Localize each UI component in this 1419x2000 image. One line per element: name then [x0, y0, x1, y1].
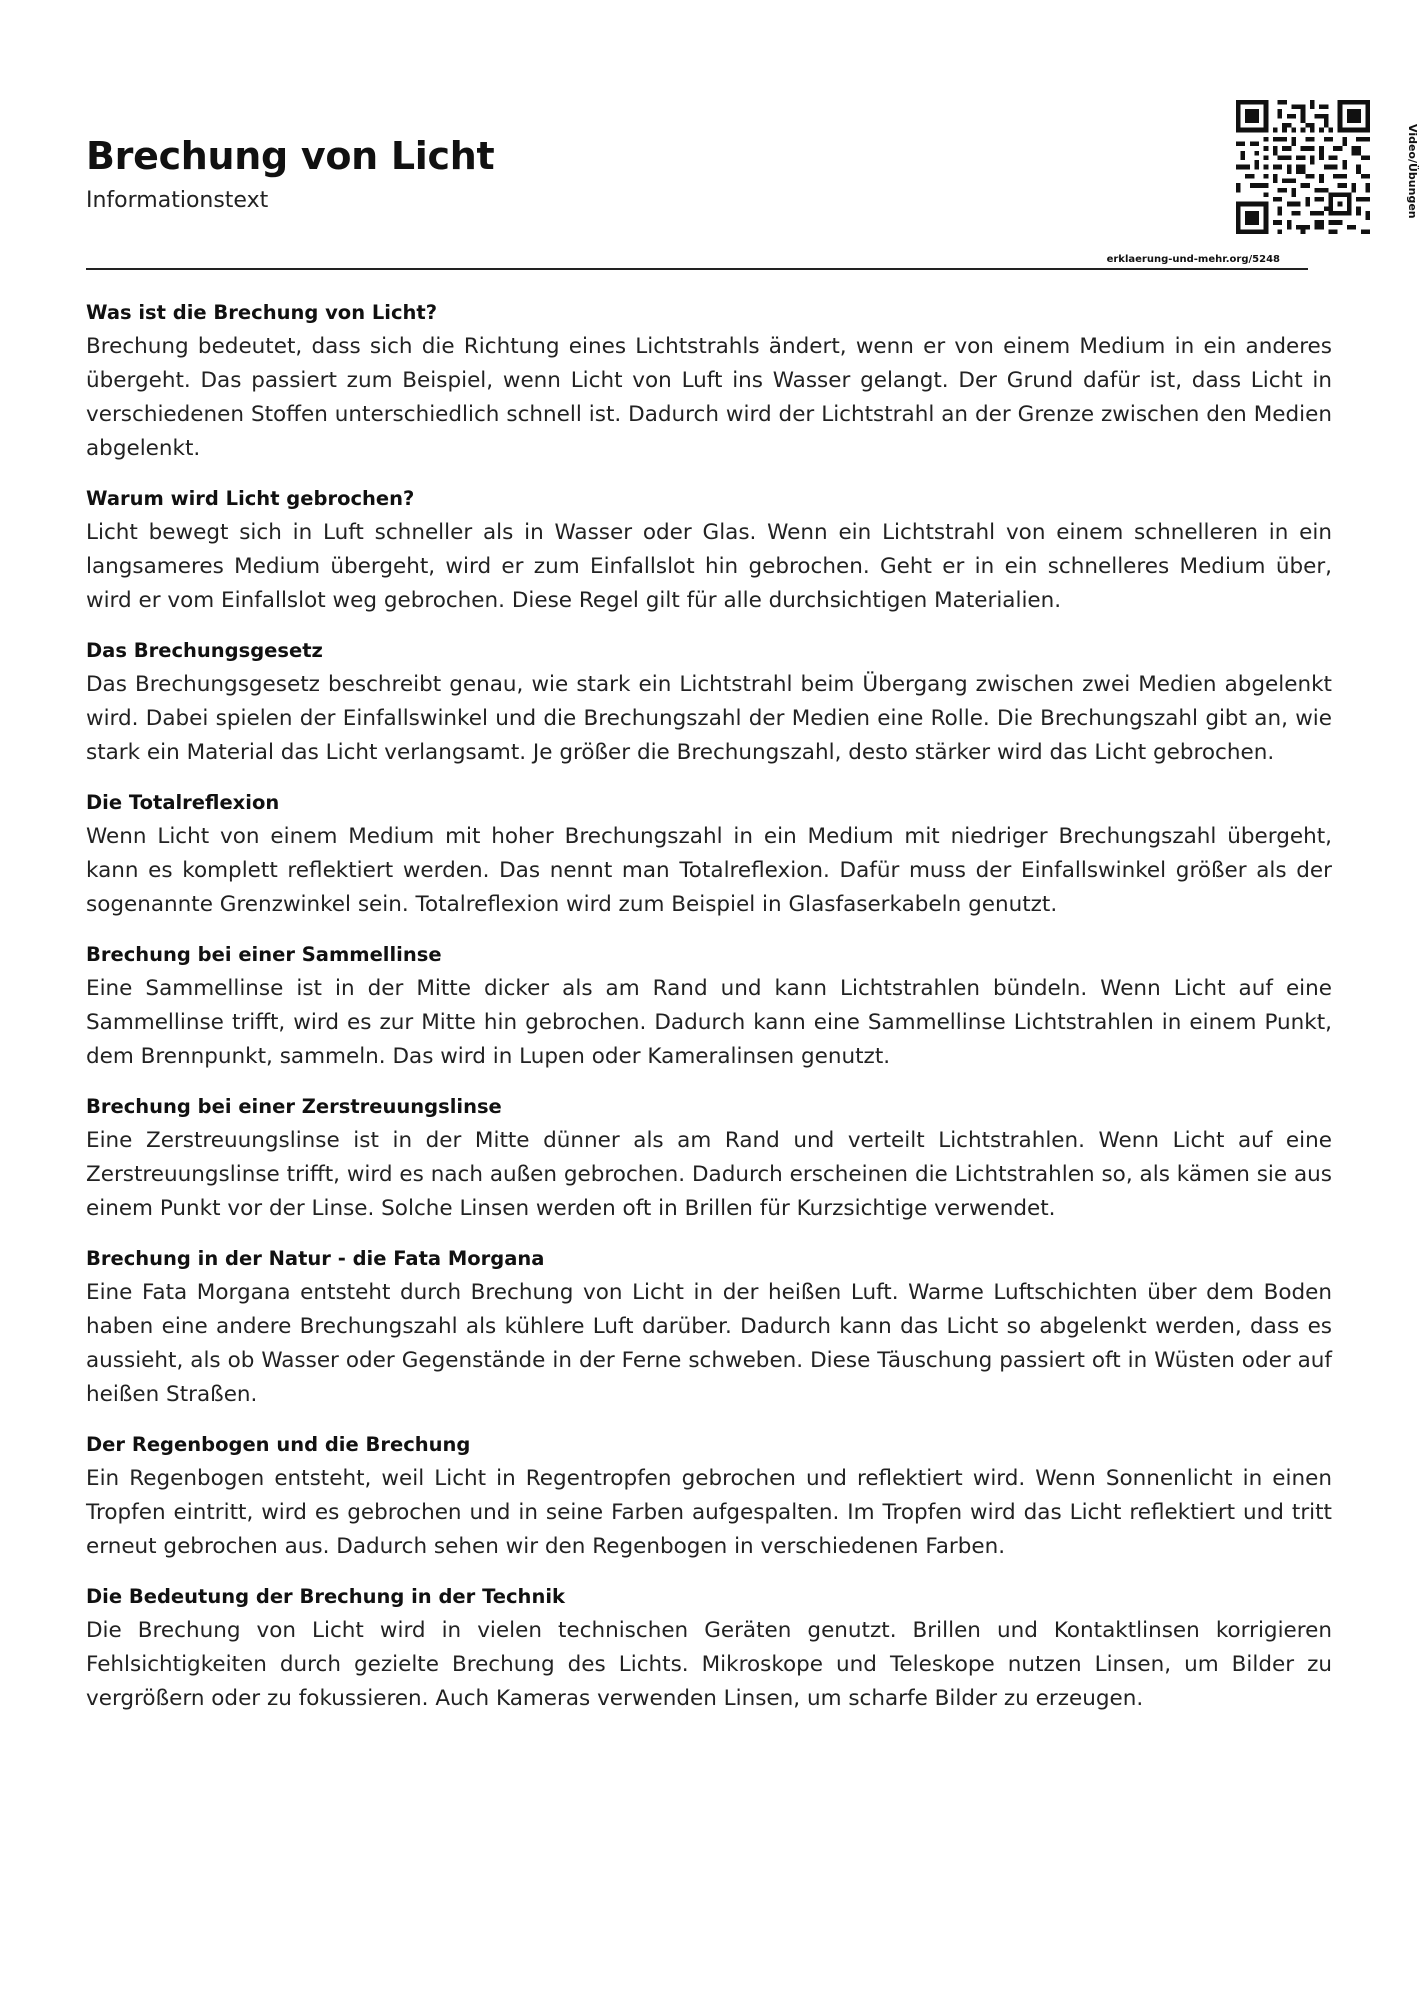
main-content: [86, 296, 1332, 1732]
section-heading: Die Totalreflexion: [86, 791, 280, 814]
section-heading: Der Regenbogen und die Brechung: [86, 1433, 471, 1456]
qr-code-icon[interactable]: [1236, 100, 1370, 234]
page-header: [86, 0, 1419, 268]
header-divider: [86, 268, 1308, 270]
section-law-of-refraction: [86, 634, 1332, 770]
section-text: Die Brechung von Licht wird in vielen technischen Geräten genutzt. Brillen und Kontaktlinsen korrigieren Fehlsichtigkeiten durch gezielte Brechung des Lichts. Mikroskope und Teleskope nutzen Linsen, um Bilder zu vergrößern oder zu fokussieren. Auch Kameras verwenden Linsen, um scharfe Bilder zu erzeugen.: [86, 1618, 1332, 1711]
section-total-reflection: [86, 786, 1332, 922]
section-converging-lens: [86, 938, 1332, 1074]
section-text: Wenn Licht von einem Medium mit hoher Brechungszahl in ein Medium mit niedriger Brechungszahl übergeht, kann es komplett reflektiert werden. Das nennt man Totalreflexion. Dafür muss der Einfallswinkel größer als der sogenannte Grenzwinkel sein. Totalreflexion wird zum Beispiel in Glasfaserkabeln genutzt.: [86, 824, 1332, 917]
section-reason: [86, 482, 1332, 618]
section-definition: [86, 296, 1332, 466]
section-text: Licht bewegt sich in Luft schneller als in Wasser oder Glas. Wenn ein Lichtstrahl von einem schnelleren in ein langsameres Medium übergeht, wird er zum Einfallslot hin gebrochen. Geht er in ein schnelleres Medium über, wird er vom Einfallslot weg gebrochen. Diese Regel gilt für alle durchsichtigen Materialien.: [86, 520, 1332, 613]
page-subtitle: Informationstext: [86, 188, 269, 213]
section-fata-morgana: [86, 1242, 1332, 1412]
section-text: Eine Sammellinse ist in der Mitte dicker als am Rand und kann Lichtstrahlen bündeln. Wenn Licht auf eine Sammellinse trifft, wird es zur Mitte hin gebrochen. Dadurch kann eine Sammellinse Lichtstrahlen in einem Punkt, dem Brennpunkt, sammeln. Das wird in Lupen oder Kameralinsen genutzt.: [86, 976, 1332, 1069]
section-diverging-lens: [86, 1090, 1332, 1226]
section-rainbow: [86, 1428, 1332, 1564]
section-text: Eine Zerstreuungslinse ist in der Mitte dünner als am Rand und verteilt Lichtstrahlen. Wenn Licht auf eine Zerstreuungslinse trifft, wird es nach außen gebrochen. Dadurch erscheinen die Lichtstrahlen so, als kämen sie aus einem Punkt vor der Linse. Solche Linsen werden oft in Brillen für Kurzsichtige verwendet.: [86, 1128, 1332, 1221]
section-text: Das Brechungsgesetz beschreibt genau, wie stark ein Lichtstrahl beim Übergang zwischen zwei Medien abgelenkt wird. Dabei spielen der Einfallswinkel und die Brechungszahl der Medien eine Rolle. Die Brechungszahl gibt an, wie stark ein Material das Licht verlangsamt. Je größer die Brechungszahl, desto stärker wird das Licht gebrochen.: [86, 672, 1332, 765]
section-heading: Das Brechungsgesetz: [86, 639, 323, 662]
section-heading: Brechung bei einer Sammellinse: [86, 943, 442, 966]
section-technology: [86, 1580, 1332, 1716]
section-heading: Warum wird Licht gebrochen?: [86, 487, 415, 510]
qr-caption: Video/Übungen: [1406, 124, 1419, 219]
section-heading: Brechung in der Natur - die Fata Morgana: [86, 1247, 545, 1270]
section-text: Brechung bedeutet, dass sich die Richtung eines Lichtstrahls ändert, wenn er von einem Medium in ein anderes übergeht. Das passiert zum Beispiel, wenn Licht von Luft ins Wasser gelangt. Der Grund dafür ist, dass Licht in verschiedenen Stoffen unterschiedlich schnell ist. Dadurch wird der Lichtstrahl an der Grenze zwischen den Medien abgelenkt.: [86, 334, 1332, 461]
page-title: Brechung von Licht: [86, 134, 495, 178]
source-url-link[interactable]: erklaerung-und-mehr.org/5248: [1106, 254, 1280, 265]
section-heading: Die Bedeutung der Brechung in der Technik: [86, 1585, 565, 1608]
section-text: Ein Regenbogen entsteht, weil Licht in Regentropfen gebrochen und reflektiert wird. Wenn Sonnenlicht in einen Tropfen eintritt, wird es gebrochen und in seine Farben aufgespalten. Im Tropfen wird das Licht reflektiert und tritt erneut gebrochen aus. Dadurch sehen wir den Regenbogen in verschiedenen Farben.: [86, 1466, 1332, 1559]
section-heading: Brechung bei einer Zerstreuungslinse: [86, 1095, 502, 1118]
section-text: Eine Fata Morgana entsteht durch Brechung von Licht in der heißen Luft. Warme Luftschichten über dem Boden haben eine andere Brechungszahl als kühlere Luft darüber. Dadurch kann das Licht so abgelenkt werden, dass es aussieht, als ob Wasser oder Gegenstände in der Ferne schweben. Diese Täuschung passiert oft in Wüsten oder auf heißen Straßen.: [86, 1280, 1332, 1407]
section-heading: Was ist die Brechung von Licht?: [86, 301, 438, 324]
